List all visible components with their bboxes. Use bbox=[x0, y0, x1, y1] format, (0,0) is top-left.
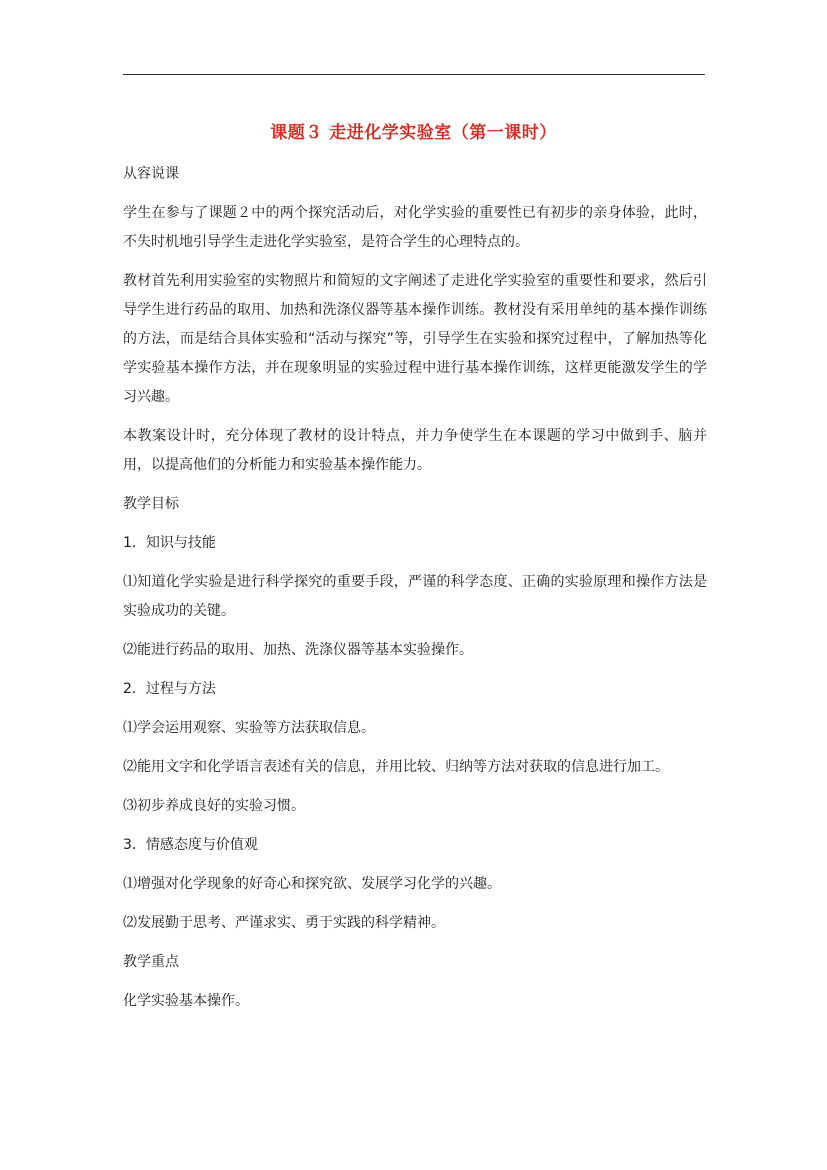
heading-shuoke: 从容说课 bbox=[123, 166, 179, 182]
header-rule bbox=[123, 74, 705, 75]
page-title: 课题３ 走进化学实验室（第一课时） bbox=[270, 123, 557, 143]
list-item: ⑴增强对化学现象的好奇心和探究欲、发展学习化学的兴趣。 bbox=[123, 876, 501, 892]
list-item: ⑶初步养成良好的实验习惯。 bbox=[123, 798, 305, 814]
subheading: 2．过程与方法 bbox=[123, 681, 216, 697]
list-item: ⑵能用文字和化学语言表述有关的信息，并用比较、归纳等方法对获取的信息进行加工。 bbox=[123, 759, 669, 775]
list-item: ⑵发展勤于思考、严谨求实、勇于实践的科学精神。 bbox=[123, 915, 445, 931]
paragraph: 学生在参与了课题２中的两个探究活动后，对化学实验的重要性已有初步的亲身体验，此时，不失时机地引导学生走进化学实验室，是符合学生的心理特点的。 bbox=[123, 205, 707, 250]
list-item: ⑴知道化学实验是进行科学探究的重要手段，严谨的科学态度、正确的实验原理和操作方法是实验成功的关键。 bbox=[123, 574, 707, 619]
list-item: ⑴学会运用观察、实验等方法获取信息。 bbox=[123, 720, 375, 736]
heading-objectives: 教学目标 bbox=[123, 496, 179, 512]
heading-focus: 教学重点 bbox=[123, 954, 179, 970]
list-item: ⑵能进行药品的取用、加热、洗涤仪器等基本实验操作。 bbox=[123, 642, 473, 658]
document-body bbox=[123, 160, 707, 1026]
subheading: 3．情感态度与价值观 bbox=[123, 837, 258, 853]
paragraph: 教材首先利用实验室的实物照片和简短的文字阐述了走进化学实验室的重要性和要求，然后引导学生进行药品的取用、加热和洗涤仪器等基本操作训练。教材没有采用单纯的基本操作训练的方法，而是结合具体实验和“活动与探究”等，引导学生在实验和探究过程中，了解加热等化学实验基本操作方法，并在现象明显的实验过程中进行基本操作训练，这样更能激发学生的学习兴趣。 bbox=[123, 273, 707, 405]
paragraph: 化学实验基本操作。 bbox=[123, 993, 249, 1009]
paragraph: 本教案设计时，充分体现了教材的设计特点，并力争使学生在本课题的学习中做到手、脑并用，以提高他们的分析能力和实验基本操作能力。 bbox=[123, 428, 707, 473]
subheading: 1．知识与技能 bbox=[123, 535, 216, 551]
